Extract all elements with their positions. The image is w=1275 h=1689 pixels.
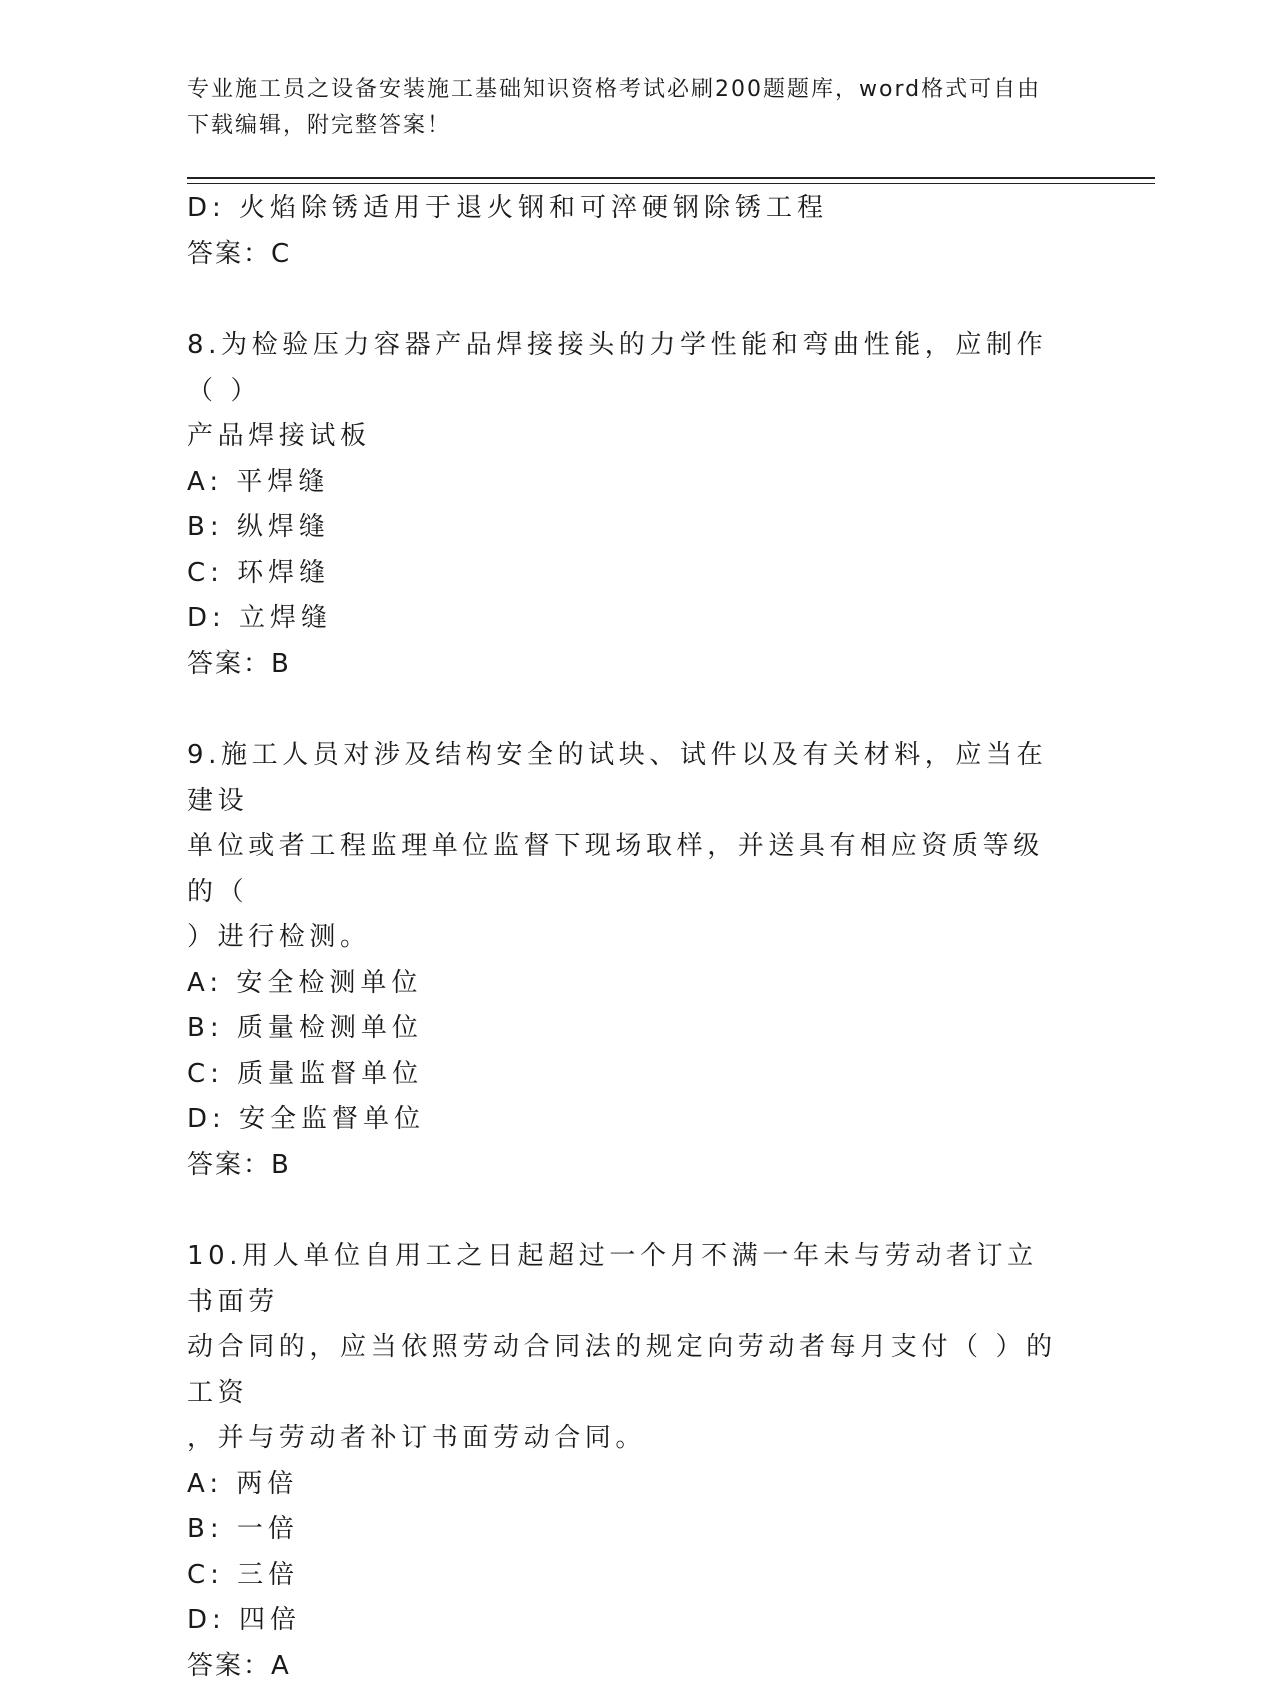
option-d: D: 立焊缝 [187, 596, 1087, 642]
question-9 [187, 733, 1087, 1188]
answer-line: 答案：B [187, 1143, 1087, 1189]
option-b: B: 质量检测单位 [187, 1006, 1087, 1052]
option-c: C: 质量监督单位 [187, 1052, 1087, 1098]
question-stem [187, 733, 1067, 961]
option-a: A: 两倍 [187, 1462, 1087, 1508]
question-stem-line: ，并与劳动者补订书面劳动合同。 [187, 1416, 1067, 1462]
question-stem-line: 单位或者工程监理单位监督下现场取样，并送具有相应资质等级的（ [187, 824, 1067, 915]
option-b: B: 纵焊缝 [187, 505, 1087, 551]
answer-line: 答案：C [187, 232, 1087, 278]
header-title-line-1: 专业施工员之设备安装施工基础知识资格考试必刷200题题库，word格式可自由 [187, 72, 1087, 108]
question-stem [187, 1234, 1067, 1462]
option-a: A: 安全检测单位 [187, 961, 1087, 1007]
question-stem [187, 323, 1067, 460]
option-c: C: 三倍 [187, 1553, 1087, 1599]
answer-line: 答案：A [187, 1644, 1087, 1689]
question-stem-line: 动合同的，应当依照劳动合同法的规定向劳动者每月支付（ ）的工资 [187, 1325, 1067, 1416]
question-8 [187, 323, 1087, 687]
header-rule-thin [187, 183, 1155, 184]
question-10 [187, 1234, 1087, 1689]
question-continuation [187, 186, 1087, 277]
option-d: D: 四倍 [187, 1598, 1087, 1644]
answer-line: 答案：B [187, 642, 1087, 688]
option-c: C: 环焊缝 [187, 551, 1087, 597]
option-d: D: 火焰除锈适用于退火钢和可淬硬钢除锈工程 [187, 186, 1087, 232]
question-stem-line: 8.为检验压力容器产品焊接接头的力学性能和弯曲性能，应制作（ ） [187, 323, 1067, 414]
option-d: D: 安全监督单位 [187, 1097, 1087, 1143]
document-body [187, 186, 1087, 1689]
document-header [187, 72, 1087, 144]
question-stem-line: 产品焊接试板 [187, 414, 1067, 460]
header-title-line-2: 下载编辑，附完整答案！ [187, 108, 1087, 144]
question-stem-line: ）进行检测。 [187, 915, 1067, 961]
option-b: B: 一倍 [187, 1507, 1087, 1553]
question-stem-line: 10.用人单位自用工之日起超过一个月不满一年未与劳动者订立书面劳 [187, 1234, 1067, 1325]
header-rule-thick [187, 177, 1155, 179]
question-stem-line: 9.施工人员对涉及结构安全的试块、试件以及有关材料，应当在建设 [187, 733, 1067, 824]
option-a: A: 平焊缝 [187, 460, 1087, 506]
